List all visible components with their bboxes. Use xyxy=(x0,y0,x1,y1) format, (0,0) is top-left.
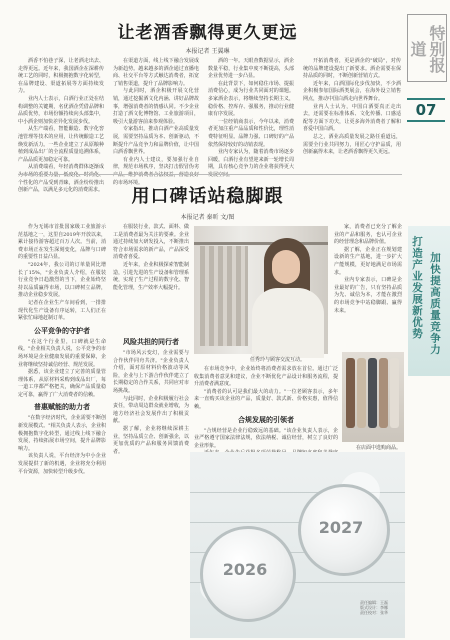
editor-credits xyxy=(360,600,404,634)
page-number: 07 xyxy=(407,98,445,122)
article1-column-3 xyxy=(208,58,294,178)
slogan-line-1: 打造产业发展新优势 xyxy=(411,236,423,340)
paragraph: 酒香不怕巷子深，让老酒走出去、走得更远。近年来，我国酒企在深耕传统工艺的同时，积极拥抱数字化转型，在品牌建设、渠道拓展等方面持续发力。 xyxy=(18,58,104,95)
paragraph: 据了解，企业正在规划建设新的生产基地，进一步扩大产能规模，更好地满足市场需求。 xyxy=(334,246,402,276)
paragraph: "在数字经济时代，企业需要不断创新发展模式。"相关负责人表示，企业积极拥抱数字化转型，通过线上线下融合发展，持续拓展市场空间，提升品牌影响力。 xyxy=(18,415,106,452)
photo-caption-2: 在店面中选购商品。 xyxy=(356,445,402,451)
paragraph: 与此同时，酒企积极开展文化营销，通过挖掘酒文化内涵、讲好品牌故事，增强消费者的情感认同。不少企业打造了酒文化博物馆、工业旅游项目，吸引大量游客前来参观体验。 xyxy=(113,88,199,125)
paragraph: 在此背景下，如何稳住市场、提振消费信心，成为行业共同面对的课题。多家酒企表示，将继续坚持长期主义，稳价格、控库存、强服务，推动行业健康有序发展。 xyxy=(208,80,294,118)
article1-column-2 xyxy=(113,58,199,186)
paragraph: 从消费端看，年轻消费群体逐渐成为市场的重要力量，低度化、时尚化、个性化的产品受到青睐，酒企纷纷推出创新产品，以满足多元化的消费需求。 xyxy=(18,164,104,194)
article2-byline: 本报记者 秦昕 文/图 xyxy=(180,214,235,221)
paragraph: 该负责人说，平台经济为中小企业发展提供了新的机遇，企业将充分利用平台资源，加快转型升级步伐。 xyxy=(18,453,106,475)
designer-credit: 版式设计：李娜 xyxy=(360,605,388,610)
photo-caption-1: 任秀玲与顾客交流互动。 xyxy=(250,357,306,363)
paragraph: "合规经营是企业行稳致远的基础。"该企业负责人表示，企业严格遵守国家法律法规，依法纳税、诚信经营，树立了良好的企业形象。 xyxy=(194,427,338,449)
paragraph: 与此同时，企业积极履行社会责任，带动周边群众就业增收，为地方经济社会发展作出了积极贡献。 xyxy=(113,395,189,425)
paragraph: 总之，酒业高质量发展之路任重道远，需要全行业共同努力，用匠心守护品质，用创新赢得未来，让老酒香飘得更久更远。 xyxy=(303,133,401,156)
paragraph: 业内人士认为，中国白酒要真正走出去，还需要在标准体系、文化传播、口感适配等方面下功夫，让更多海外消费者了解和喜爱中国白酒。 xyxy=(303,103,401,133)
article2-column-4 xyxy=(334,224,402,348)
paragraph: 业内人士表示，白酒行业正处在结构调整的关键期，名优酒企凭借品牌和品质优势，市场份额持续向头部集中，中小酒企则加快差异化发展步伐。 xyxy=(18,95,104,125)
paragraph: 专家指出，推动白酒产业高质量发展，需要坚持品质为本、创新驱动，不断提升产品竞争力和品牌价值，让中国白酒香飘世界。 xyxy=(113,126,199,156)
paragraph: 开拓消费者，更是酒企的"破局"，对传统的品牌建设提出了新要求。酒企需要在保持品质的同时，不断创新营销方式。 xyxy=(303,58,401,80)
article1-column-4 xyxy=(303,58,401,170)
article2-column-3 xyxy=(194,366,338,450)
paragraph: "在这个行业里，口碑就是生命线。"企业相关负责人说，公平竞争的市场环境是企业健康发展的重要保障，企业将继续坚持诚信经营、规范发展。 xyxy=(18,338,106,368)
article1-column-1 xyxy=(18,58,104,194)
paragraph: 据了解，企业将继续深耕主业，坚持品质立企、创新强企，以更加优质的产品和服务回馈消费者。 xyxy=(113,425,189,455)
paragraph: 家，消费者已充分了解企业的产品和服务，也认可企业的经营理念和品牌价值。 xyxy=(334,224,402,246)
slogan-line-2: 加快提高质量竞争力 xyxy=(429,252,441,356)
section-title: 特别报道 xyxy=(408,25,446,73)
subheading-risk-sharing: 风险共担的同行者 xyxy=(123,338,179,346)
paragraph: "2024年，我公司的订单量同比增长了15%，"企业负责人介绍，在服装行业竞争日趋激烈的当下，企业始终坚持以品质赢得市场，以口碑树立品牌，推动企业稳步发展。 xyxy=(18,261,106,299)
photo-saleswoman xyxy=(194,226,328,354)
section-title-box xyxy=(407,14,447,82)
paragraph: 业内专家表示，口碑是企业最好的广告，只有坚持品质为先、诚信为本，才能在激烈的市场竞争中站稳脚跟、赢得未来。 xyxy=(334,277,402,314)
paragraph: 酒的一年。天眼查数据显示，酒企数量平稳，行业集中度不断提高，头部企业优势进一步凸显。 xyxy=(208,58,294,80)
article2-headline: 用口碑话站稳脚跟 xyxy=(131,186,284,207)
paragraph: 在渠道方面，线上线下融合发展成为新趋势。越来越多的酒企通过直播电商、社交平台等方式触达消费者，拓宽了销售渠道，提升了品牌影响力。 xyxy=(113,58,199,87)
subheading-compliance: 合规发展的引领者 xyxy=(238,415,294,424)
paragraph: 业内专家认为，随着消费市场逐步回暖，白酒行业有望迎来新一轮增长周期，具有核心竞争力的企业将获得更大发展空间。 xyxy=(208,149,294,178)
paragraph: 记者在企业生产车间看到，一排排现代化生产设备有序运转，工人们正在紧张忙碌地赶制订单。 xyxy=(18,299,106,322)
paragraph: 一位经销商表示，今年以来，消费者更加注重产品品质和性价比，理性消费特征明显。品牌力强、口碑好的产品依然保持较好的动销表现。 xyxy=(208,118,294,148)
year-2027: 2027 xyxy=(318,518,364,537)
article2-column-1 xyxy=(18,224,106,634)
subheading-fair-competition: 公平竞争的守护者 xyxy=(34,326,90,335)
paragraph: 在服装行业，款式、面料、做工是消费者最为关注的要素。企业通过持续加大研发投入，不断推出符合市场需求的新产品，产品深受消费者喜爱。 xyxy=(113,224,189,261)
subheading-inclusive-empowerment: 普惠赋能的助力者 xyxy=(34,403,90,412)
paragraph: 近年来，企业积极探索智能制造，引进先进的生产设备和管理系统，实现了生产过程的数字化、智能化管理，生产效率大幅提升。 xyxy=(113,261,189,291)
paragraph: 有业内人士建议，要加强行业自律，规范市场秩序，坚决打击假冒伪劣产品，维护消费者合法权益，营造良好的市场环境。 xyxy=(113,156,199,186)
paragraph: 从生产端看，智能酿造、数字化窖池管理等技术的应用，让传统酿造工艺焕发新活力。一些企业建立了从原粮种植到成品出厂的全流程质量追溯体系，产品品质更加稳定可靠。 xyxy=(18,126,104,163)
paragraph: 近年来，白酒国际化步伐加快，不少酒企积极参加国际酒类展会，在海外设立销售网点，推动中国白酒走向世界舞台。 xyxy=(303,80,401,102)
paragraph: 作为无锡市首批国家级工业旅游示范基地之一，这里自2019年开放以来，累计接待游客超过百万人次。当前，消费市场正在发生深刻变化，品牌与口碑的重要性日益凸显。 xyxy=(18,224,106,261)
paragraph: 据悉，该企业建立了完善的质量管理体系，从原材料采购到成品出厂，每一道工序都严格把关，确保产品质量稳定可靠，赢得了广大消费者的信赖。 xyxy=(18,369,106,398)
section-divider xyxy=(18,174,402,175)
article2-column-2-lower xyxy=(113,334,189,634)
paragraph: "市场风云变幻，企业需要与合作伙伴同舟共济。"企业负责人介绍，面对原材料价格波动等风险，企业与上下游合作伙伴建立了长期稳定的合作关系，共同应对市场挑战。 xyxy=(113,350,189,394)
year-2026: 2026 xyxy=(222,560,268,579)
editor-credit: 责任编辑：王磊 xyxy=(360,600,388,605)
article1-headline: 让老酒香飘得更久更远 xyxy=(117,23,298,43)
section-sidebar xyxy=(405,0,450,640)
proofreader-credit: 责任校对：张华 xyxy=(360,610,388,615)
photo-clothing-rack xyxy=(342,352,404,442)
paragraph: 在市场竞争中，企业始终将消费者需求放在首位。通过广泛收集消费者意见和建议，企业不断优化产品设计和服务流程，提升消费者满意度。 xyxy=(194,366,338,388)
article1-byline: 本报记者 王翼琳 xyxy=(185,48,230,55)
paragraph: "消费者的认可是我们最大的动力。"一位老顾客表示，多年来一直购买该企业的产品，质量好、款式新、价格实惠，值得信赖。 xyxy=(194,388,338,410)
